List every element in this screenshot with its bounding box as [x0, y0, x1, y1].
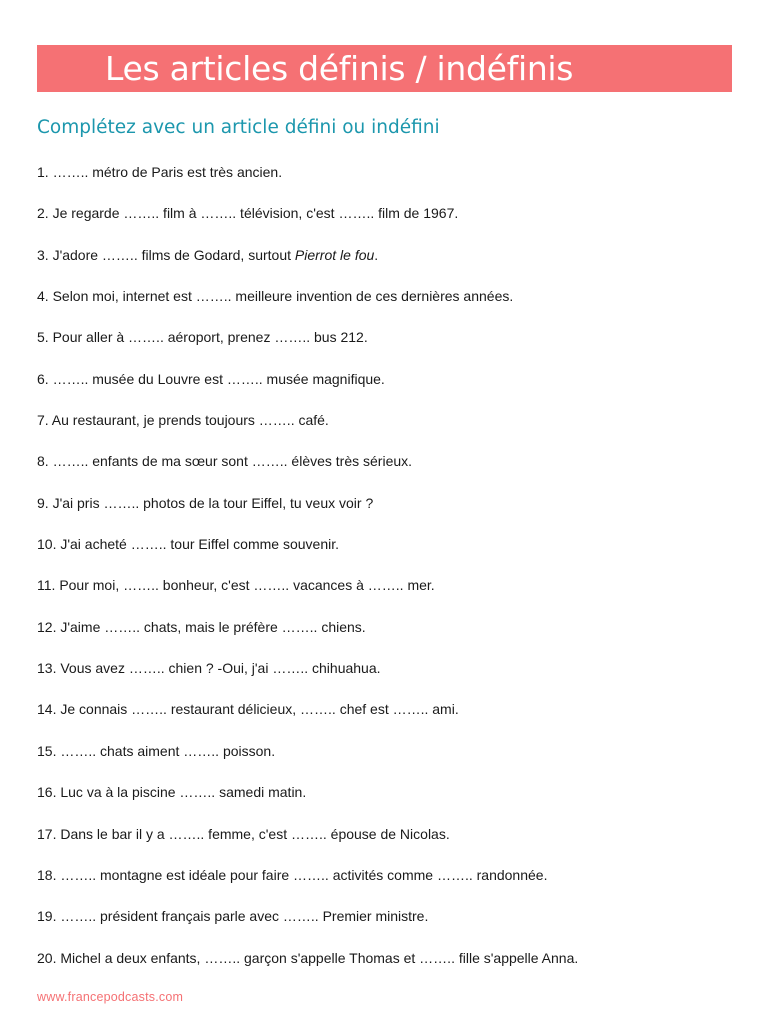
exercise-text: 9. J'ai pris …….. photos de la tour Eiffel, tu veux voir ?	[37, 494, 374, 511]
exercise-item	[37, 575, 737, 616]
instructions-heading: Complétez avec un article défini ou indéfini	[37, 117, 440, 138]
exercise-text: 15. …….. chats aiment …….. poisson.	[37, 742, 276, 759]
exercise-text: 8. …….. enfants de ma sœur sont …….. élèves très sérieux.	[37, 453, 413, 470]
exercise-text: 18. …….. montagne est idéale pour faire …….. activités comme …….. randonnée.	[37, 866, 548, 883]
exercise-item	[37, 699, 737, 740]
exercise-item	[37, 245, 737, 286]
exercise-text: 6. …….. musée du Louvre est …….. musée magnifique.	[37, 370, 385, 387]
exercise-text: 20. Michel a deux enfants, …….. garçon s'appelle Thomas et …….. fille s'appelle Anna.	[37, 949, 579, 966]
exercise-item	[37, 906, 737, 947]
exercise-text: 13. Vous avez …….. chien ? -Oui, j'ai …….. chihuahua.	[37, 660, 381, 677]
exercise-text: 7. Au restaurant, je prends toujours …….. café.	[37, 412, 329, 429]
exercise-list	[37, 162, 737, 989]
exercise-item	[37, 658, 737, 699]
exercise-text: .	[374, 246, 379, 263]
exercise-text: 1. …….. métro de Paris est très ancien.	[37, 164, 283, 180]
exercise-item	[37, 410, 737, 451]
exercise-text: 17. Dans le bar il y a …….. femme, c'est …….. épouse de Nicolas.	[37, 825, 450, 842]
exercise-text: 14. Je connais …….. restaurant délicieux, …….. chef est …….. ami.	[37, 701, 459, 718]
title-banner	[37, 45, 732, 92]
exercise-item	[37, 782, 737, 823]
exercise-item	[37, 162, 737, 203]
exercise-text: 11. Pour moi, …….. bonheur, c'est …….. vacances à …….. mer.	[37, 577, 435, 594]
exercise-item	[37, 741, 737, 782]
exercise-item	[37, 617, 737, 658]
exercise-item	[37, 824, 737, 865]
footer-website-link[interactable]: www.francepodcasts.com	[37, 990, 184, 1004]
exercise-item	[37, 865, 737, 906]
page-title: Les articles définis / indéfinis	[105, 49, 574, 88]
exercise-text: 16. Luc va à la piscine …….. samedi matin.	[37, 784, 307, 801]
exercise-item	[37, 203, 737, 244]
exercise-item	[37, 493, 737, 534]
exercise-text: 19. …….. président français parle avec …….. Premier ministre.	[37, 908, 429, 925]
exercise-item	[37, 327, 737, 368]
exercise-text: 10. J'ai acheté …….. tour Eiffel comme souvenir.	[37, 536, 339, 553]
exercise-item	[37, 948, 737, 989]
exercise-text: 2. Je regarde …….. film à …….. télévision, c'est …….. film de 1967.	[37, 205, 459, 222]
exercise-text: 3. J'adore …….. films de Godard, surtout	[37, 246, 295, 263]
exercise-item	[37, 534, 737, 575]
exercise-text: 5. Pour aller à …….. aéroport, prenez …….. bus 212.	[37, 329, 368, 346]
exercise-text: 12. J'aime …….. chats, mais le préfère …….. chiens.	[37, 618, 366, 635]
exercise-italic-text: Pierrot le fou	[294, 246, 375, 263]
exercise-text: 4. Selon moi, internet est …….. meilleure invention de ces dernières années.	[37, 288, 514, 305]
exercise-item	[37, 369, 737, 410]
exercise-item	[37, 451, 737, 492]
exercise-item	[37, 286, 737, 327]
